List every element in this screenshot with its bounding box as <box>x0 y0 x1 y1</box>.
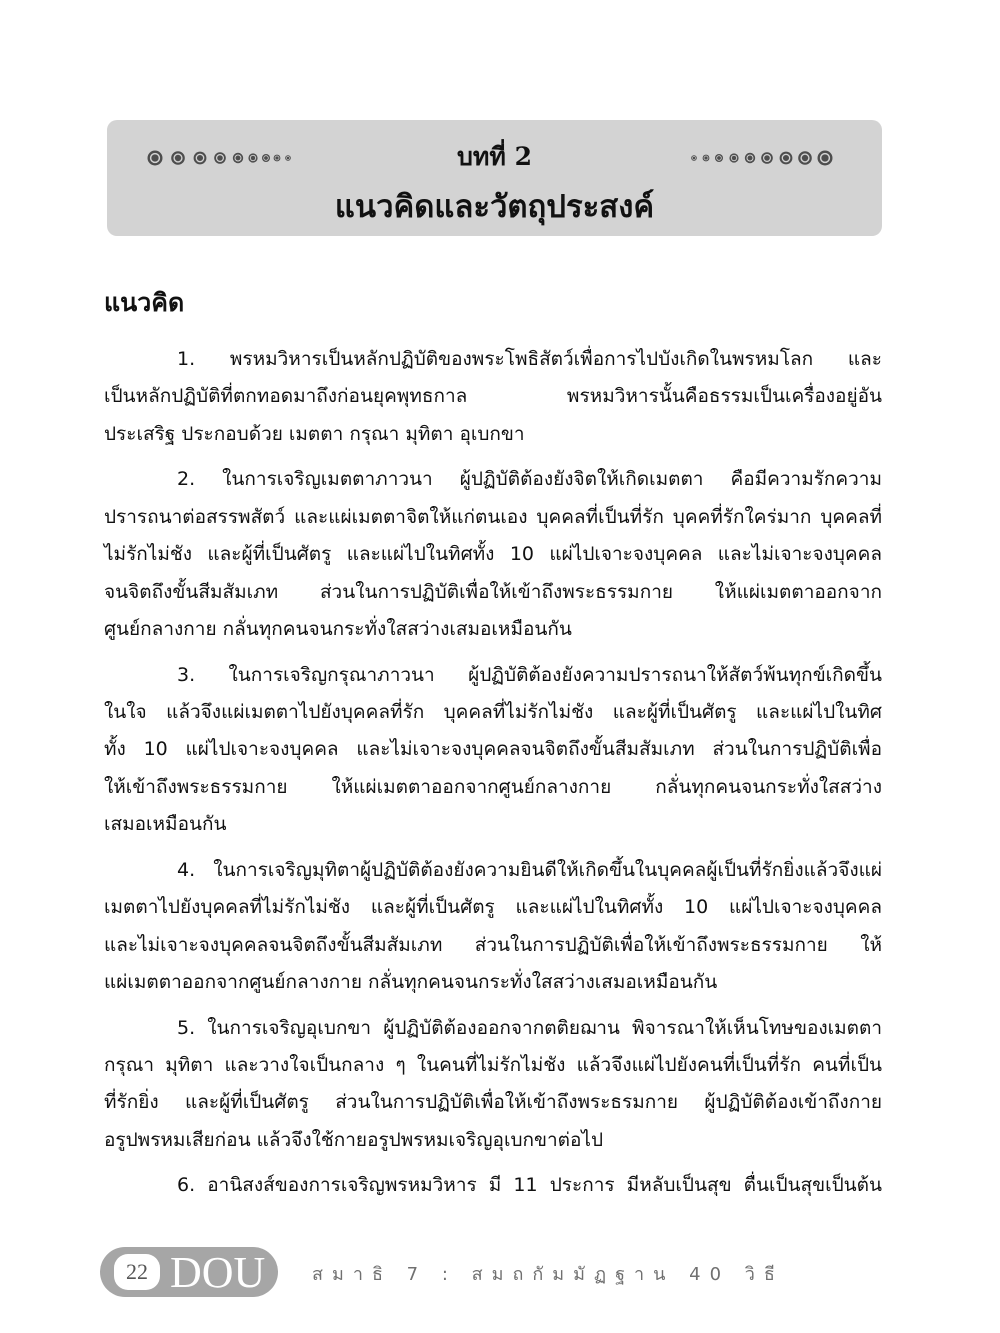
ornament-dot <box>798 151 812 165</box>
section-heading: แนวคิด <box>104 288 185 317</box>
paragraph-line: ปรารถนาต่อสรรพสัตว์ และแผ่เมตตาจิตให้แก่ตนเอง บุคคลที่เป็นที่รัก บุคคที่รักใคร่มาก บุคคลที่ <box>104 505 882 528</box>
paragraph-line: อรูปพรหมเสียก่อน แล้วจึงใช้กายอรูปพรหมเจริญอุเบกขาต่อไป <box>104 1128 604 1151</box>
concept-paragraph-1 <box>104 341 882 453</box>
paragraph-line: ที่รักยิ่ง และผู้ที่เป็นศัตรู ส่วนในการปฏิบัติเพื่อให้เข้าถึงพระธรมกาย ผู้ปฏิบัติต้องเข้าถึงกาย <box>104 1091 882 1114</box>
paragraph-line: กรุณา มุทิตา และวางใจเป็นกลาง ๆ ในคนที่ไม่รักไม่ชัง แล้วจึงแผ่ไปยังคนที่เป็นที่รัก คนที่เป็น <box>104 1054 882 1077</box>
concept-text-body <box>104 341 882 1213</box>
paragraph-line: 6. อานิสงส์ของการเจริญพรหมวิหาร มี 11 ประการ มีหลับเป็นสุข ตื่นเป็นสุขเป็นต้น <box>177 1174 882 1197</box>
dots-ornament-right-icon <box>688 146 834 170</box>
chapter-title: แนวคิดและวัตถุประสงค์ <box>334 189 655 225</box>
paragraph-line: ทั้ง 10 แผ่ไปเจาะจงบุคคล และไม่เจาะจงบุคคลจนจิตถึงขั้นสีมสัมเภท ส่วนในการปฏิบัติเพื่อ <box>104 738 882 761</box>
chapter-label: บทที่ 2 <box>457 142 532 171</box>
running-title: สมาธิ 7 : สมถกัมมัฏฐาน 40 วิธี <box>312 1264 784 1285</box>
paragraph-line: 2. ในการเจริญเมตตาภาวนา ผู้ปฏิบัติต้องยังจิตให้เกิดเมตตา คือมีความรักความ <box>177 468 882 491</box>
ornament-dot <box>703 155 710 162</box>
paragraph-line: เมตตาไปยังบุคคลที่ไม่รักไม่ชัง และผู้ที่เป็นศัตรู และแผ่ไปในทิศทั้ง 10 แผ่ไปเจาะจงบุคคล <box>104 896 882 919</box>
paragraph-line: ให้เข้าถึงพระธรรมกาย ให้แผ่เมตตาออกจากศูนย์กลางกาย กลั่นทุกคนจนกระทั่งใสสว่าง <box>104 775 882 798</box>
footer-badge <box>100 1247 278 1297</box>
chapter-header-box <box>107 120 882 236</box>
brand-wordmark: DOU <box>170 1248 266 1297</box>
paragraph-line: และไม่เจาะจงบุคคลจนจิตถึงขั้นสีมสัมเภท ส่วนในการปฏิบัติเพื่อให้เข้าถึงพระธรรมกาย ให้ <box>104 933 882 956</box>
paragraph-line: ไม่รักไม่ชัง และผู้ที่เป็นศัตรู และแผ่ไปในทิศทั้ง 10 แผ่ไปเจาะจงบุคคล และไม่เจาะจงบุคคล <box>104 543 882 566</box>
ornament-dot <box>818 151 833 166</box>
ornament-dot <box>729 153 738 162</box>
paragraph-line: เสมอเหมือนกัน <box>104 813 227 836</box>
ornament-dot <box>780 152 793 165</box>
concept-paragraph-5 <box>104 1010 882 1160</box>
paragraph-line: เป็นหลักปฏิบัติที่ตกทอดมาถึงก่อนยุคพุทธกาล พรหมวิหารนั้นคือธรรมเป็นเครื่องอยู่อัน <box>104 385 882 408</box>
paragraph-line: ประเสริฐ ประกอบด้วย เมตตา กรุณา มุทิตา อุเบกขา <box>104 422 525 445</box>
paragraph-line: ในใจ แล้วจึงแผ่เมตตาไปยังบุคคลที่รัก บุคคลที่ไม่รักไม่ชัง และผู้ที่เป็นศัตรู และแผ่ไปในทิศ <box>104 701 882 724</box>
concept-paragraph-6 <box>104 1167 882 1204</box>
paragraph-line: 5. ในการเจริญอุเบกขา ผู้ปฏิบัติต้องออกจากตติยฌาน พิจารณาให้เห็นโทษของเมตตา <box>177 1016 882 1039</box>
ornament-dot <box>691 155 697 161</box>
paragraph-line: 4. ในการเจริญมุทิตาผู้ปฏิบัติต้องยังความยินดีให้เกิดขึ้นในบุคคลผู้เป็นที่รักยิ่งแล้วจึงแผ่ <box>177 858 882 881</box>
paragraph-line: 1. พรหมวิหารเป็นหลักปฏิบัติของพระโพธิสัตว์เพื่อการไปบังเกิดในพรหมโลก และ <box>177 348 882 370</box>
concept-paragraph-4 <box>104 852 882 1002</box>
ornament-dot <box>715 154 723 162</box>
paragraph-line: จนจิตถึงขั้นสีมสัมเภท ส่วนในการปฏิบัติเพื่อให้เข้าถึงพระธรรมกาย ให้แผ่เมตตาออกจาก <box>104 580 882 603</box>
ornament-dot <box>745 153 755 163</box>
concept-paragraph-2 <box>104 461 882 648</box>
ornament-dot <box>761 152 773 164</box>
paragraph-line: ศูนย์กลางกาย กลั่นทุกคนจนกระทั่งใสสว่างเสมอเหมือนกัน <box>104 618 572 641</box>
paragraph-line: แผ่เมตตาออกจากศูนย์กลางกาย กลั่นทุกคนจนกระทั่งใสสว่างเสมอเหมือนกัน <box>104 971 718 994</box>
paragraph-line: 3. ในการเจริญกรุณาภาวนา ผู้ปฏิบัติต้องยังความปรารถนาให้สัตว์พ้นทุกข์เกิดขึ้น <box>177 663 882 686</box>
concept-paragraph-3 <box>104 657 882 844</box>
page-number: 22 <box>114 1254 160 1290</box>
